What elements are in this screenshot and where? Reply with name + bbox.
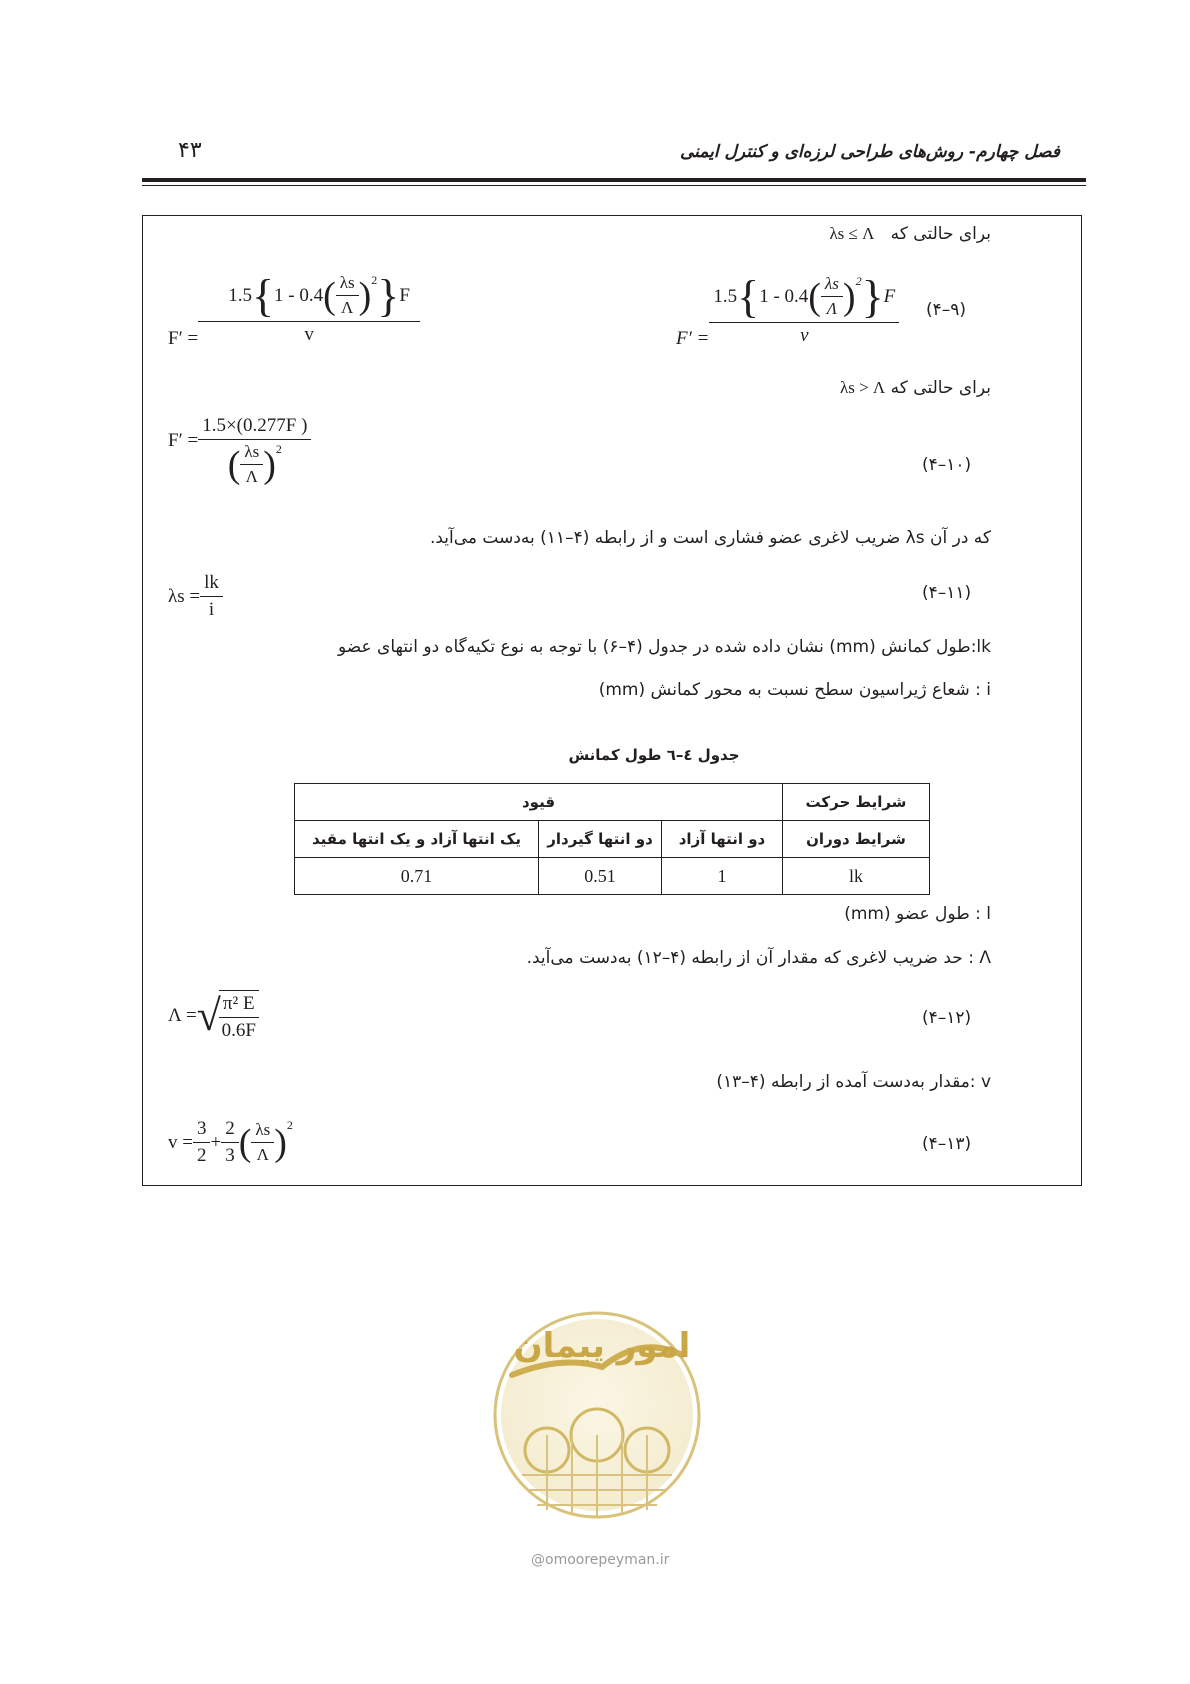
v-definition: v :مقدار به‌دست آمده از رابطه (۴–۱۳) <box>716 1072 991 1092</box>
formula-eq11: λs = $\frac{lk}{i}$ <box>168 572 223 621</box>
buckling-length-table <box>294 783 930 895</box>
table-row <box>295 858 930 895</box>
formula-eq13: v = $\frac{3}{2}$ + $\frac{2}{3}$ ( $\frac{\lambda s}{\Lambda}$ ) $^2$ <box>168 1118 293 1166</box>
stamp-text: امور پیمان <box>513 1326 691 1366</box>
header-motion: شرایط حرکت <box>783 784 930 821</box>
slenderness-sentence: که در آن λs ضریب لاغری عضو فشاری است و از رابطه (۴–۱۱) به‌دست می‌آید. <box>429 528 991 548</box>
header-rule-thick <box>142 178 1086 182</box>
header-rotation: شرایط دوران <box>783 821 930 858</box>
formula-eq12: Λ = √ $\frac{\text{π² E}}{0.6F}$ <box>168 990 259 1042</box>
website-watermark: @omoorepeyman.ir <box>531 1552 670 1568</box>
table-caption: جدول ٤–٦ طول کمانش <box>568 746 740 764</box>
case1-intro: برای حالتی که λs ≤ Λ <box>829 224 991 244</box>
formula-eq9-left: F′ = 1.5 { 1 - 0.4 ( $\frac{\lambda s}{\Lambda}$ ) $^2$ } F v <box>168 268 420 350</box>
value-mixed: 0.71 <box>295 858 539 895</box>
header-constraints: قیود <box>295 784 783 821</box>
value-free: 1 <box>662 858 783 895</box>
header-fixed: دو انتها گیردار <box>539 821 662 858</box>
lk-definition: lk:طول کمانش (mm) نشان داده شده در جدول (۴–۶) با توجه به نوع تکیه‌گاه دو انتهای عضو <box>337 637 991 657</box>
stamp-logo <box>492 1295 702 1540</box>
eq13-number: (۱۳–۴) <box>922 1134 972 1154</box>
i-definition: i : شعاع ژیراسیون سطح نسبت به محور کمانش (mm) <box>598 680 991 700</box>
table-row <box>295 784 930 821</box>
header-rule-thin <box>142 185 1086 186</box>
eq10-number: (۱۰–۴) <box>922 455 972 475</box>
page-number: ۴۳ <box>178 138 202 163</box>
header-mixed: یک انتها آزاد و یک انتها مقید <box>295 821 539 858</box>
eq11-number: (۱۱–۴) <box>922 583 972 603</box>
l-definition: l : طول عضو (mm) <box>844 904 991 924</box>
eq9-number: (۹–۴) <box>926 300 967 320</box>
value-fixed: 0.51 <box>539 858 662 895</box>
running-title: فصل چهارم- روش‌های طراحی لرزه‌ای و کنترل ایمنی <box>679 142 1060 162</box>
case2-intro: برای حالتی که λs > Λ <box>839 378 991 398</box>
table-row <box>295 821 930 858</box>
eq12-number: (۱۲–۴) <box>922 1008 972 1028</box>
header-free: دو انتها آزاد <box>662 821 783 858</box>
content-frame <box>142 215 1082 1186</box>
formula-eq10: F′ = 1.5×(0.277F ) ( $\frac{\lambda s}{\Lambda}$ ) $^2$ <box>168 415 311 487</box>
formula-eq9-right: F′ = 1.5 { 1 - 0.4 ( $\frac{\lambda s}{\Lambda}$ ) $^2$ } F v <box>676 270 899 350</box>
lambda-definition: Λ : حد ضریب لاغری که مقدار آن از رابطه (۴–۱۲) به‌دست می‌آید. <box>526 948 991 968</box>
row-label: lk <box>783 858 930 895</box>
